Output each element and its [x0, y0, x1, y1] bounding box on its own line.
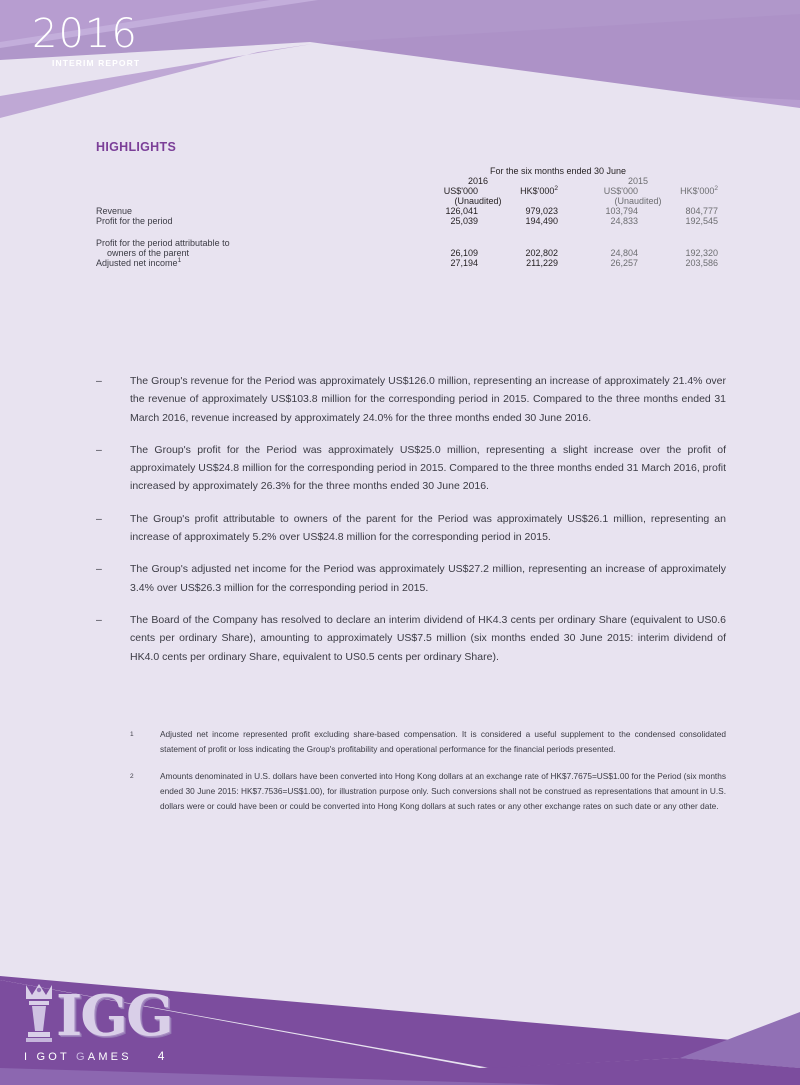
bullet-dash-icon: –: [96, 443, 102, 456]
footnote-marker-2: 2: [130, 773, 134, 780]
table-spacer-row: [96, 226, 718, 238]
table-header-blank-units: [96, 186, 398, 196]
cell-revenue-us-2015: 103,794: [605, 206, 638, 216]
cell-profit-hk-2015: 192,545: [685, 216, 718, 226]
bullet-text-profit: The Group's profit for the Period was approximately US$25.0 million, representing a slight increase over the profit of approximately US$24.8 million for the corresponding period in 2015. Compared to the three months ended 31 March 2016, profit increased by approximately 26.3% for the three months ended 30 June 2016.: [130, 443, 726, 493]
cell-empty-4: [638, 238, 718, 248]
row-label-attributable-header: Profit for the period attributable to: [96, 238, 230, 248]
table-header-unit-us-2016: US$'000: [443, 186, 478, 196]
cell-adjusted-hk-2016: 211,229: [526, 258, 558, 268]
cell-owners-hk-2016: 202,802: [525, 248, 558, 258]
cell-profit-us-2015: 24,833: [610, 216, 638, 226]
footnote-marker-1: 1: [130, 731, 134, 738]
cell-owners-us-2016: 26,109: [450, 248, 478, 258]
cell-adjusted-us-2016: 27,194: [450, 258, 478, 268]
footer-banner: [0, 950, 800, 1085]
tagline-g: G: [76, 1051, 88, 1063]
list-item: [96, 441, 726, 496]
table-header-audited-2015: (Unaudited): [614, 196, 662, 206]
list-item: [96, 510, 726, 547]
tagline-ames: AMES: [87, 1051, 132, 1063]
table-header-unit-hk-2016: [478, 186, 558, 196]
bullet-text-profit-attributable: The Group's profit attributable to owners of the parent for the Period was approximately US$26.1 million, representing an increase of approximately 5.2% over US$24.8 million for the corresponding period in 2015.: [130, 512, 726, 544]
table-row: [96, 248, 718, 258]
cell-adjusted-hk-2015: 203,586: [685, 258, 718, 268]
table-row: [96, 216, 718, 226]
table-header-row-years: [96, 176, 718, 186]
table-row: [96, 206, 718, 216]
report-subtitle: INTERIM REPORT: [52, 58, 141, 68]
bullet-text-revenue: The Group's revenue for the Period was approximately US$126.0 million, representing an increase of approximately 21.4% over the revenue of approximately US$103.8 million for the corresponding period in 2015. Compared to the three months ended 31 March 2016, revenue increased by approximately 24.0% for the three months ended 30 June 2016.: [130, 375, 726, 424]
highlights-bullet-list: [96, 372, 726, 680]
table-header-blank: [96, 166, 398, 176]
cell-empty-2: [478, 238, 558, 248]
adjusted-net-income-footnote-ref: 1: [177, 257, 182, 264]
table-spacer-cell: [96, 226, 718, 238]
footnote-text-1: Adjusted net income represented profit excluding share-based compensation. It is considered a useful supplement to the condensed consolidated statement of profit or loss indicating the Group's profitability and operational performance for the financial periods presented.: [160, 729, 726, 754]
footnotes-section: [130, 727, 726, 826]
cell-owners-us-2015: 24,804: [610, 248, 638, 258]
header-banner-graphic: [0, 0, 800, 130]
unit-hk-2015-footnote-ref: 2: [714, 185, 718, 192]
row-label-profit-period: Profit for the period: [96, 216, 173, 226]
row-label-revenue: Revenue: [96, 206, 133, 216]
bullet-dash-icon: –: [96, 563, 102, 576]
table-row: [96, 258, 718, 268]
cell-revenue-hk-2016: 979,023: [525, 206, 558, 216]
header-banner: [0, 0, 800, 130]
table-row: [96, 238, 718, 248]
report-year: 2016: [32, 11, 138, 57]
list-item: [96, 560, 726, 597]
adjusted-net-income-label: Adjusted net income: [96, 258, 178, 268]
cell-empty-1: [398, 238, 478, 248]
row-label-adjusted-net-income: [96, 258, 398, 268]
bullet-dash-icon: –: [96, 613, 102, 626]
table-header-year-2016: 2016: [467, 176, 489, 186]
list-item: [130, 769, 726, 814]
unit-hk-2016-footnote-ref: 2: [554, 185, 558, 192]
cell-profit-us-2016: 25,039: [450, 216, 478, 226]
tagline-i-got: I GOT: [24, 1051, 77, 1063]
table-header-audited-2016: (Unaudited): [454, 196, 502, 206]
table-header-row-period: [96, 166, 718, 176]
page-number: 4: [157, 1049, 165, 1063]
table-header-row-audited: [96, 196, 718, 206]
table-header-blank-audited: [96, 196, 398, 206]
table-header-unit-us-2015: US$'000: [603, 186, 638, 196]
list-item: [130, 727, 726, 757]
logo-wordmark: IGG: [56, 983, 172, 1050]
list-item: [96, 372, 726, 427]
unit-hk-2016-label: HK$'000: [520, 186, 555, 196]
bullet-text-dividend: The Board of the Company has resolved to declare an interim dividend of HK4.3 cents per ordinary Share (equivalent to US0.6 cents per ordinary Share), amounting to approximately US$7.5 million (six months ended 30 June 2015: interim dividend of HK4.0 cents per ordinary Share, equivalent to US0.5 cents per ordinary Share).: [130, 613, 726, 663]
table-header-period: For the six months ended 30 June: [489, 166, 627, 176]
list-item: [96, 611, 726, 666]
bullet-dash-icon: –: [96, 512, 102, 525]
cell-revenue-hk-2015: 804,777: [685, 206, 718, 216]
table-header-blank-years: [96, 176, 398, 186]
page-title: HIGHLIGHTS: [96, 140, 177, 154]
table-header-unit-hk-2015: [638, 186, 718, 196]
bullet-text-adjusted-net-income: The Group's adjusted net income for the Period was approximately US$27.2 million, representing an increase of approximately 3.4% over US$26.3 million for the corresponding period in 2015.: [130, 563, 726, 594]
table-header: [96, 166, 718, 206]
table-header-row-units: [96, 186, 718, 196]
financial-highlights-table: [96, 166, 718, 268]
table-header-year-2015: 2015: [627, 176, 649, 186]
bullet-dash-icon: –: [96, 375, 102, 387]
footer-banner-graphic: [0, 950, 800, 1085]
table-body: [96, 206, 718, 268]
row-label-owners-of-parent: owners of the parent: [107, 248, 190, 258]
cell-profit-hk-2016: 194,490: [525, 216, 558, 226]
cell-adjusted-us-2015: 26,257: [610, 258, 638, 268]
cell-empty-3: [558, 238, 638, 248]
cell-owners-hk-2015: 192,320: [685, 248, 718, 258]
unit-hk-2015-label: HK$'000: [680, 186, 715, 196]
footnote-text-2: Amounts denominated in U.S. dollars have been converted into Hong Kong dollars at an exchange rate of HK$7.7675=US$1.00 for the Period (six months ended 30 June 2015: HK$7.7536=US$1.00), for illustration purpose only. Such conversions shall not be construed as representations that amount in U.S. dollars were or could have been or could be converted into Hong Kong dollars at such rates or any other exchange rates on such date or any other date.: [160, 771, 726, 811]
cell-revenue-us-2016: 126,041: [445, 206, 478, 216]
